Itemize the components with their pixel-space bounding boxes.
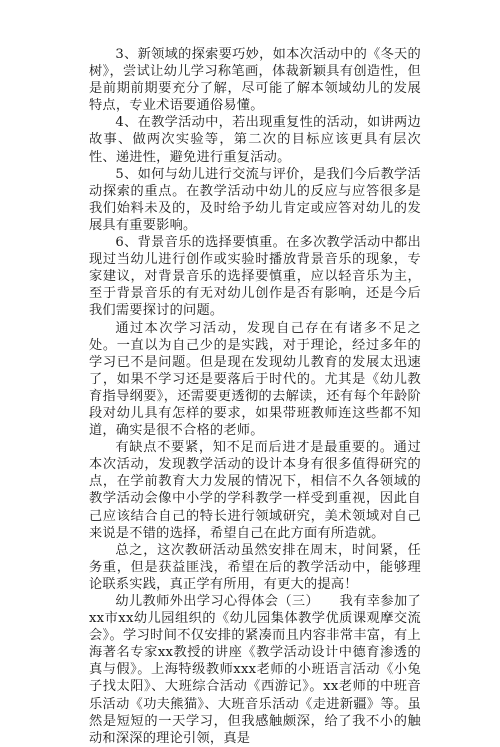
paragraph-improvement: 有缺点不要紧，知不足而后进才是最重要的。通过本次活动，发现教学活动的设计本身有很多值得研究的点，在学前教育大力发展的情况下，相信不久各领域的教学活动会像中小学的学科教学一样受到重视，因此自己应该结合自己的特长进行领域研究，美术领域对自己来说是不错的选择，希望自己在此方面有所造就。 <box>89 440 421 541</box>
paragraph-section-three: 幼儿教师外出学习心得体会（三） 我有幸参加了xx市xx幼儿园组织的《幼儿园集体教学优质课观摩交流会》。学习时间不仅安排的紧凑而且内容非常丰富，有上海著名专家xx教授的讲座《教学活动设计中德育渗透的真与假》。上海特级教师xxx老师的小班语言活动《小兔子找太阳》、大班综合活动《西游记》。xx老师的中班音乐活动《功夫熊猫》、大班音乐活动《走进新疆》等。虽然是短短的一天学习，但我感触颇深，给了我不小的触动和深深的理论引领，真是 <box>89 594 421 746</box>
paragraph-summary: 总之，这次教研活动虽然安排在周末，时间紧，任务重，但是获益匪浅，希望在后的教学活动中，能够理论联系实践，真正学有所用，有更大的提高！ <box>89 542 421 592</box>
document-body <box>89 46 421 747</box>
paragraph-item-4: 4、在教学活动中，若出现重复性的活动，如讲两边故事、做两次实验等，第二次的目标应该更具有层次性、递进性，避免进行重复活动。 <box>89 115 421 165</box>
paragraph-reflection: 通过本次学习活动，发现自己存在有诸多不足之处。一直以为自己少的是实践，对于理论，经过多年的学习已不是问题。但是现在发现幼儿教育的发展太迅速了，如果不学习还是要落后于时代的。尤其是《幼儿教育指导纲要》，还需要更透彻的去解读，还有每个年龄阶段对幼儿具有怎样的要求，如果带班教师连这些都不知道，确实是很不合格的老师。 <box>89 320 421 439</box>
paragraph-item-3: 3、新领域的探索要巧妙，如本次活动中的《冬天的树》，尝试让幼儿学习称笔画，体裁新颖具有创造性，但是前期前期要充分了解，尽可能了解本领域幼儿的发展特点，专业术语要通俗易懂。 <box>89 47 421 114</box>
paragraph-item-5: 5、如何与幼儿进行交流与评价，是我们今后教学活动探索的重点。在教学活动中幼儿的反应与应答很多是我们始料未及的，及时给予幼儿肯定或应答对幼儿的发展具有重要影响。 <box>89 166 421 233</box>
paragraph-item-6: 6、背景音乐的选择要慎重。在多次教学活动中都出现过当幼儿进行创作或实验时播放背景音乐的现象，专家建议，对背景音乐的选择要慎重，应以轻音乐为主，至于背景音乐的有无对幼儿创作是否有影响，还是今后我们需要探讨的问题。 <box>89 235 421 319</box>
